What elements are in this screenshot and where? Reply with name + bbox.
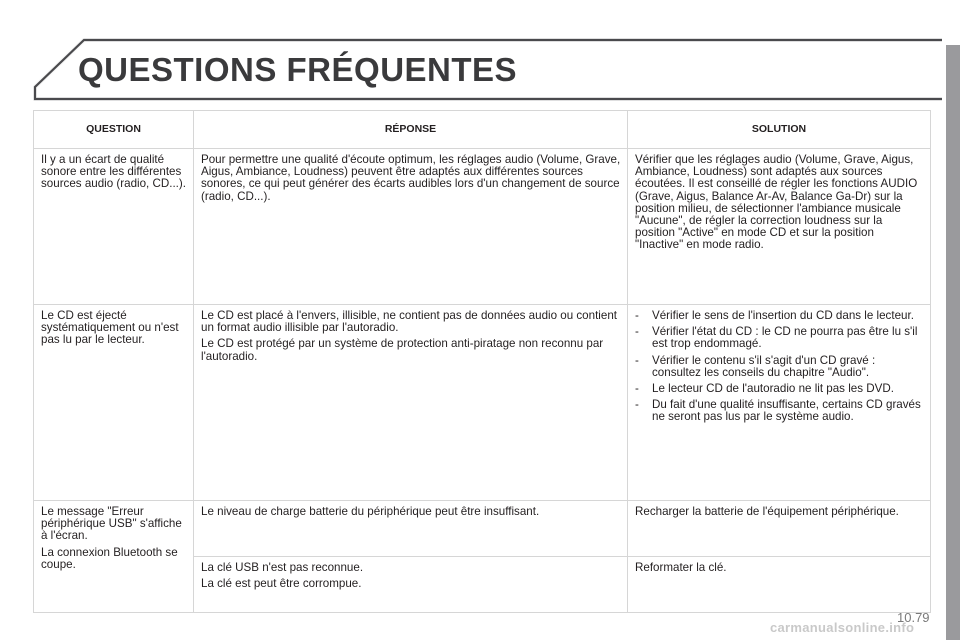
solution-item: - Vérifier le sens de l'insertion du CD dans le lecteur. [635, 310, 924, 322]
table-row [34, 149, 931, 305]
header-question: QUESTION [34, 111, 194, 149]
answer-text: La clé USB n'est pas reconnue. [201, 561, 364, 574]
side-strip [946, 45, 960, 640]
solution-text: Reformater la clé. [635, 561, 727, 574]
answer-text: Le CD est placé à l'envers, illisible, ne contient pas de données audio ou contient un format audio illisible par l'autoradio. [201, 309, 617, 335]
solution-cell [628, 557, 931, 613]
watermark: carmanualsonline.info [770, 620, 915, 635]
answer-cell [194, 501, 628, 557]
table-row [34, 501, 931, 557]
solution-cell [628, 305, 931, 501]
answer-text: Le niveau de charge batterie du périphérique peut être insuffisant. [201, 505, 540, 518]
question-text: Le message "Erreur périphérique USB" s'affiche à l'écran. [41, 505, 182, 543]
page-number: 10.79 [897, 610, 930, 625]
question-text: Le CD est éjecté systématiquement ou n'est pas lu par le lecteur. [41, 309, 179, 347]
solution-list [635, 310, 924, 424]
answer-text: La clé est peut être corrompue. [201, 577, 362, 591]
answer-text: Pour permettre une qualité d'écoute optimum, les réglages audio (Volume, Grave, Aigus, Ambiance, Loudness) peuvent être adaptés aux différentes sources sonores, ce qui peut générer des écarts audibles lors d'un changement de source (radio, CD...). [201, 153, 621, 203]
header-answer: RÉPONSE [194, 111, 628, 149]
solution-text: Vérifier que les réglages audio (Volume, Grave, Aigus, Ambiance, Loudness) sont adaptés aux sources écoutées. Il est conseillé de régler les fonctions AUDIO (Grave, Aigus, Balance Ar-Av, Balance Ga-Dr) sur la position milieu, de sélectionner l'ambiance musicale "Aucune", de régler la correction loudness sur la position "Active" en mode CD et sur la position "Inactive" en mode radio. [635, 153, 918, 252]
header-solution: SOLUTION [628, 111, 931, 149]
solution-item: - Le lecteur CD de l'autoradio ne lit pas les DVD. [635, 383, 924, 395]
answer-cell [194, 557, 628, 613]
solution-item: - Vérifier l'état du CD : le CD ne pourra pas être lu s'il est trop endommagé. [635, 326, 924, 350]
answer-cell [194, 149, 628, 305]
solution-cell [628, 501, 931, 557]
answer-cell [194, 305, 628, 501]
table-header-row [34, 111, 931, 149]
solution-item: - Du fait d'une qualité insuffisante, certains CD gravés ne seront pas lus par le système audio. [635, 399, 924, 423]
question-cell [34, 149, 194, 305]
table-row [34, 305, 931, 501]
page-title: QUESTIONS FRÉQUENTES [78, 51, 518, 88]
answer-text: Le CD est protégé par un système de protection anti-piratage non reconnu par l'autoradio. [201, 337, 604, 363]
solution-text: Recharger la batterie de l'équipement périphérique. [635, 505, 899, 518]
solution-cell [628, 149, 931, 305]
question-text: Il y a un écart de qualité sonore entre les différentes sources audio (radio, CD...). [41, 153, 186, 191]
question-cell [34, 501, 194, 613]
question-text: La connexion Bluetooth se coupe. [41, 545, 178, 571]
solution-item: - Vérifier le contenu s'il s'agit d'un CD gravé : consultez les conseils du chapitre "Audio". [635, 355, 924, 379]
question-cell [34, 305, 194, 501]
faq-table [33, 110, 931, 613]
